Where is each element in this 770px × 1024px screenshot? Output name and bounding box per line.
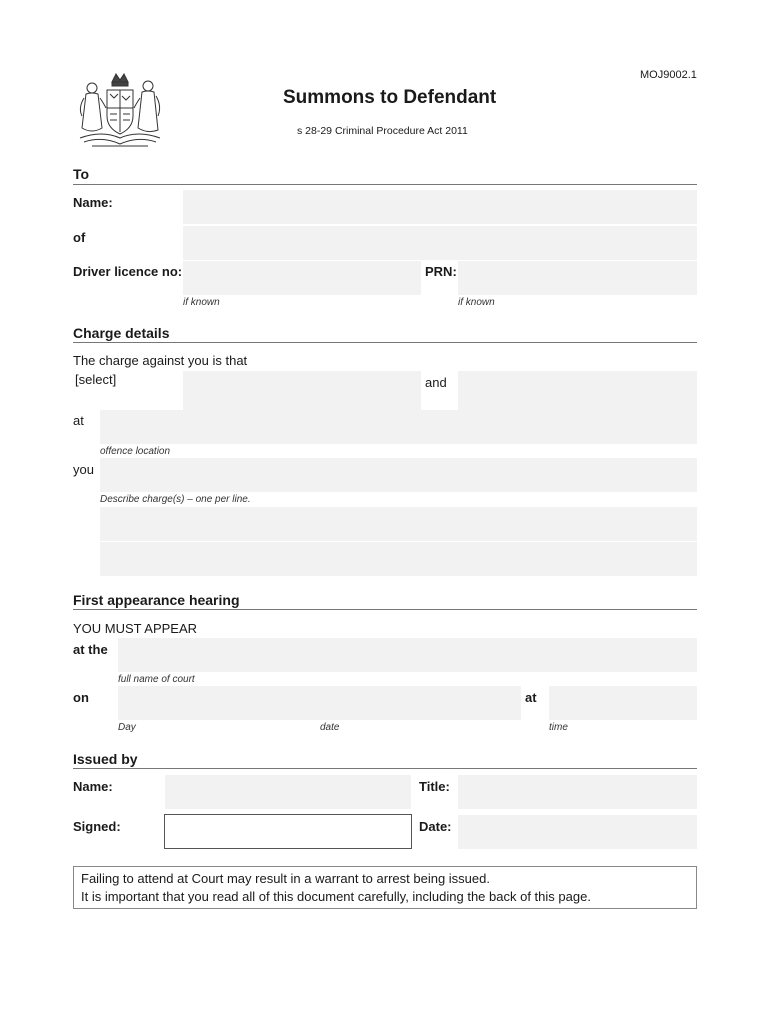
you-label: you — [73, 462, 94, 477]
name-label: Name: — [73, 195, 113, 210]
issuer-title-label: Title: — [419, 779, 450, 794]
form-code: MOJ9002.1 — [640, 69, 697, 81]
prn-field[interactable] — [458, 261, 697, 295]
section-heading-to: To — [73, 166, 90, 182]
on-label: on — [73, 690, 89, 705]
notice-line-2: It is important that you read all of this document carefully, including the back of this page. — [81, 889, 591, 904]
at-label: at — [73, 413, 84, 428]
issuer-name-label: Name: — [73, 779, 113, 794]
hearing-date-field[interactable] — [118, 686, 521, 720]
date-hint: date — [320, 722, 340, 733]
licence-hint: if known — [183, 297, 220, 308]
section-heading-charge: Charge details — [73, 325, 170, 341]
charge-description-field-2[interactable] — [100, 507, 697, 541]
of-label: of — [73, 230, 86, 245]
signed-label: Signed: — [73, 819, 121, 834]
charge-description-field-1[interactable] — [100, 458, 697, 492]
charge-intro: The charge against you is that — [73, 353, 248, 368]
signature-box[interactable] — [164, 814, 412, 849]
coat-of-arms-icon — [72, 68, 168, 152]
hearing-at-label: at — [525, 690, 537, 705]
day-hint: Day — [118, 722, 136, 733]
section-heading-issued: Issued by — [73, 751, 138, 767]
and-label: and — [425, 375, 447, 390]
driver-licence-field[interactable] — [183, 261, 421, 295]
section-heading-hearing: First appearance hearing — [73, 592, 240, 608]
court-hint: full name of court — [118, 674, 195, 685]
court-name-field[interactable] — [118, 638, 697, 672]
time-hint: time — [549, 722, 568, 733]
issuer-title-field[interactable] — [458, 775, 697, 809]
prn-label: PRN: — [425, 264, 457, 279]
hearing-time-field[interactable] — [549, 686, 697, 720]
issuer-name-field[interactable] — [165, 775, 411, 809]
divider — [73, 609, 697, 610]
charge-field-1[interactable] — [183, 371, 421, 410]
divider — [73, 768, 697, 769]
prn-hint: if known — [458, 297, 495, 308]
issue-date-field[interactable] — [458, 815, 697, 849]
licence-label: Driver licence no: — [73, 264, 183, 279]
offence-location-field[interactable] — [100, 410, 697, 444]
page-subtitle: s 28-29 Criminal Procedure Act 2011 — [297, 125, 468, 137]
charge-field-2[interactable] — [458, 371, 697, 410]
defendant-name-field[interactable] — [183, 190, 697, 224]
divider — [73, 342, 697, 343]
defendant-address-field[interactable] — [183, 226, 697, 260]
page-title: Summons to Defendant — [283, 87, 497, 108]
describe-hint: Describe charge(s) – one per line. — [100, 494, 251, 505]
must-appear-text: YOU MUST APPEAR — [73, 621, 198, 636]
location-hint: offence location — [100, 446, 171, 457]
divider — [73, 184, 697, 185]
charge-description-field-3[interactable] — [100, 542, 697, 576]
at-the-label: at the — [73, 642, 108, 657]
notice-line-1: Failing to attend at Court may result in a warrant to arrest being issued. — [81, 871, 490, 886]
issue-date-label: Date: — [419, 819, 452, 834]
charge-select[interactable]: [select] — [75, 372, 117, 387]
warning-notice — [73, 866, 697, 909]
